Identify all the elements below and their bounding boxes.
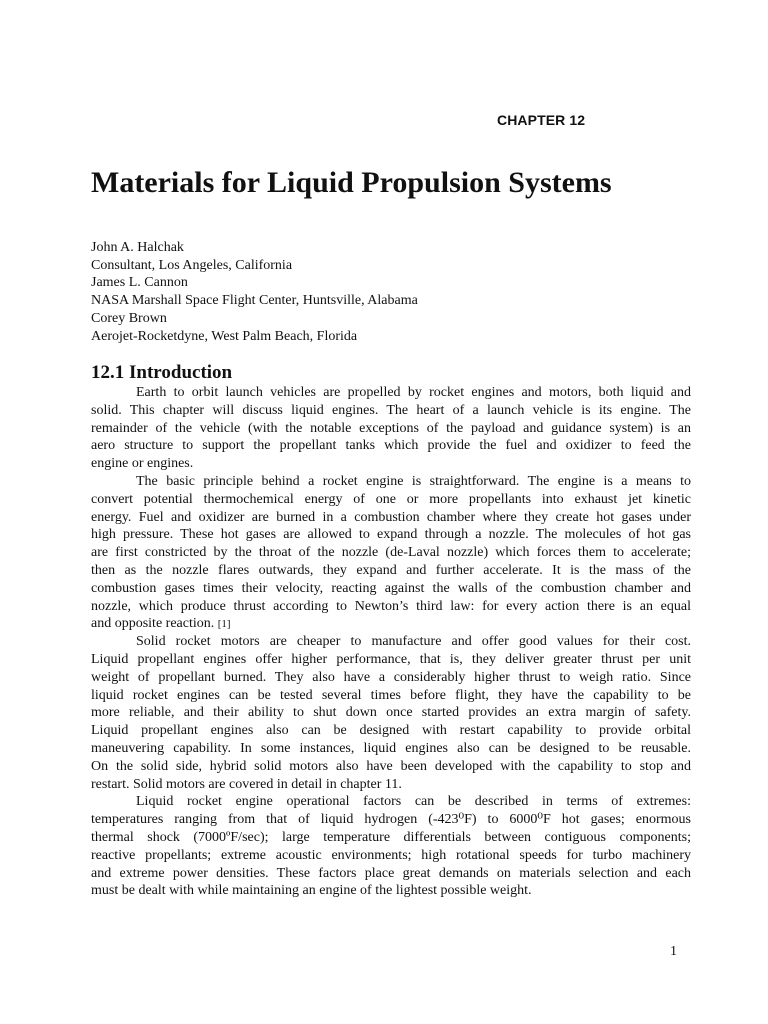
text-line: are first constricted by the throat of the nozzle (de-Laval nozzle) which forces them to accelerate;: [91, 545, 691, 561]
author-affiliation: Aerojet-Rocketdyne, West Palm Beach, Florida: [91, 328, 358, 344]
text-line: Liquid rocket engine operational factors can be described in terms of extremes:: [136, 794, 691, 810]
text-line: aero structure to support the propellant tanks which provide the fuel and oxidizer to feed the: [91, 438, 691, 454]
text-line: energy. Fuel and oxidizer are burned in a combustion chamber where they create hot gases under: [91, 509, 691, 525]
text-line: high pressure. These hot gases are allowed to expand through a nozzle. The molecules of hot gas: [91, 527, 691, 543]
text-line: engine or engines.: [91, 456, 194, 472]
text-line: combustion gases times their velocity, reacting against the walls of the combustion chamber and: [91, 580, 691, 596]
text-line: convert potential thermochemical energy of one or more propellants into exhaust jet kinetic: [91, 491, 691, 507]
author-block: [91, 239, 418, 345]
text-line: The basic principle behind a rocket engine is straightforward. The engine is a means to: [136, 473, 691, 489]
text-line: Liquid propellant engines also can be designed with restart capability to provide orbital: [91, 723, 691, 739]
text-line: then as the nozzle flares outwards, they expand and further accelerate. It is the mass of the: [91, 562, 691, 578]
section-body: [91, 384, 691, 900]
text-line: Solid rocket motors are cheaper to manufacture and offer good values for their cost.: [136, 634, 691, 650]
author-name: James L. Cannon: [91, 275, 188, 291]
text-line: thermal shock (7000ºF/sec); large temperature differentials between contiguous components;: [91, 829, 691, 845]
citation-marker: [1]: [217, 618, 231, 631]
text-line: nozzle, which produce thrust according to Newton’s third law: for every action there is an equal: [91, 598, 691, 614]
page-number: 1: [670, 944, 677, 959]
chapter-label: CHAPTER 12: [497, 112, 586, 128]
text-line: solid. This chapter will discuss liquid engines. The heart of a launch vehicle is its engine. The: [91, 402, 691, 418]
text-line: must be dealt with while maintaining an engine of the lightest possible weight.: [91, 883, 532, 899]
text-line: liquid rocket engines can be tested several times before flight, they have the capability to be: [91, 687, 691, 703]
author-name: Corey Brown: [91, 310, 167, 326]
text-line: Earth to orbit launch vehicles are propelled by rocket engines and motors, both liquid and: [136, 385, 691, 400]
text-line: [91, 615, 691, 633]
text-line: weight of propellant burned. They also have a considerably higher thrust to weigh ratio. Since: [91, 669, 691, 685]
text-line: reactive propellants; extreme acoustic environments; high rotational speeds for turbo machinery: [91, 847, 691, 863]
chapter-title: Materials for Liquid Propulsion Systems: [91, 166, 612, 199]
section-heading: 12.1 Introduction: [91, 362, 233, 383]
text-line: maneuvering capability. In some instances, liquid engines also can be designed to be reusable.: [91, 740, 691, 756]
text-line: Liquid propellant engines offer higher performance, that is, they deliver greater thrust per unit: [91, 651, 691, 667]
text-line: temperatures ranging from that of liquid hydrogen (-423⁰F) to 6000⁰F hot gases; enormous: [91, 812, 691, 828]
author-affiliation: NASA Marshall Space Flight Center, Huntsville, Alabama: [91, 293, 418, 309]
text-line: and extreme power densities. These factors place great demands on materials selection and each: [91, 865, 691, 881]
text-line: On the solid side, hybrid solid motors also have been developed with the capability to stop and: [91, 758, 691, 774]
text-line-content: and opposite reaction.: [91, 616, 215, 632]
author-affiliation: Consultant, Los Angeles, California: [91, 257, 293, 273]
text-line: remainder of the vehicle (with the notable exceptions of the payload and guidance system) is an: [91, 420, 691, 436]
text-line: restart. Solid motors are covered in detail in chapter 11.: [91, 776, 402, 792]
author-name: John A. Halchak: [91, 240, 184, 255]
text-line: more reliable, and their ability to shut down once started provides an extra margin of safety.: [91, 705, 691, 721]
